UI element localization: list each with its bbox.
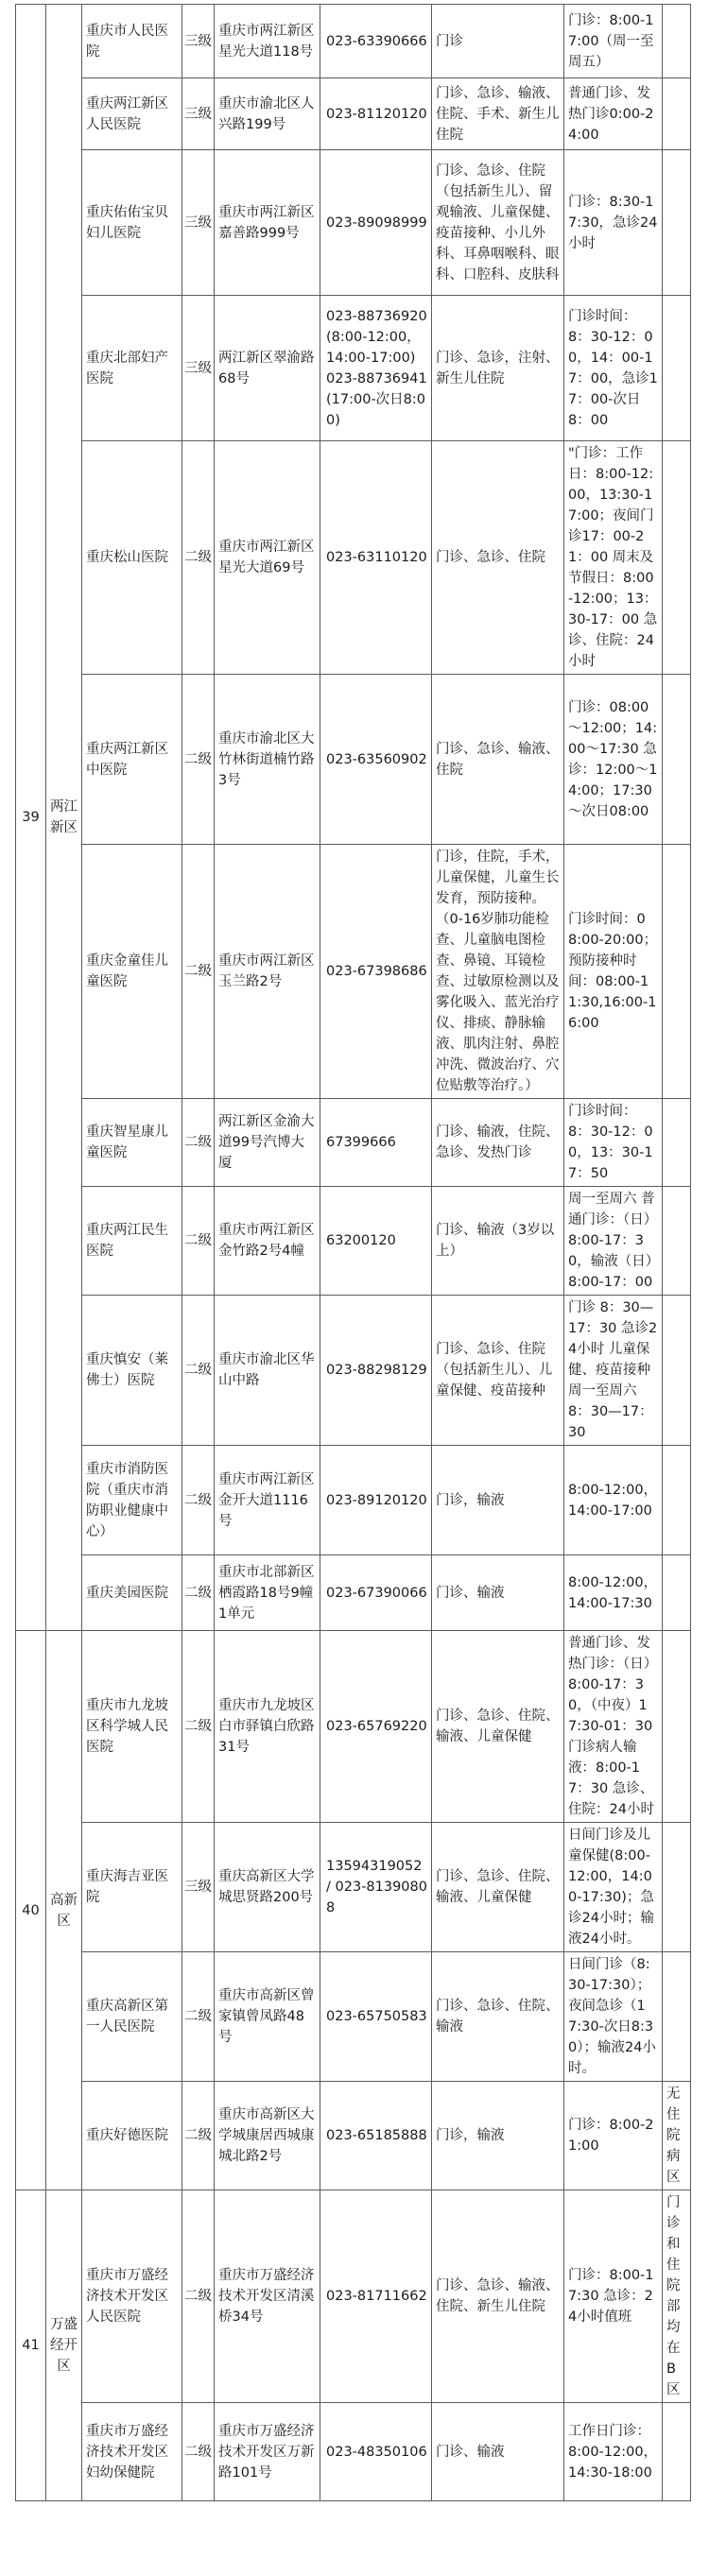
hospital-address: 重庆市九龙坡区白市驿镇白欣路31号 <box>215 1631 320 1823</box>
hospital-level: 二级 <box>182 441 215 675</box>
service-hours: 门诊时间：8：30-12：00，13：30-17：50 <box>564 1099 663 1187</box>
table-row <box>16 1952 691 2082</box>
hospital-address: 重庆市两江新区嘉善路999号 <box>215 150 320 296</box>
table-row <box>16 1296 691 1446</box>
service-hours: 日间门诊（8:30-17:30）；夜间急诊（17:30-次日8:30）；输液24小时。 <box>564 1952 663 2082</box>
hospital-address: 重庆市渝北区华山中路 <box>215 1296 320 1446</box>
hospital-name: 重庆两江民生医院 <box>82 1187 182 1296</box>
service-hours: 门诊：8:00-17:30 急诊：24小时值班 <box>564 2190 663 2403</box>
hospital-name: 重庆北部妇产医院 <box>82 296 182 441</box>
service-hours: 门诊时间：08:00-20:00；预防接种时间：08:00-11:30,16:00-16:00 <box>564 845 663 1099</box>
remark <box>663 150 691 296</box>
hospital-name: 重庆市消防医院（重庆市消防职业健康中心） <box>82 1446 182 1555</box>
hospital-level: 二级 <box>182 1446 215 1555</box>
service-hours: 周一至周六 普通门诊：（日）8:00-17：30，输液（日）8:00-17：00 <box>564 1187 663 1296</box>
district-name: 万盛经开区 <box>46 2190 82 2501</box>
hospital-table <box>15 4 691 2501</box>
hospital-phone: 67399666 <box>320 1099 432 1187</box>
hospital-services: 门诊、急诊、住院（包括新生儿）、儿童保健、疫苗接种 <box>432 1296 564 1446</box>
hospital-name: 重庆美园医院 <box>82 1555 182 1631</box>
table-row <box>16 845 691 1099</box>
hospital-services: 门诊、输液 <box>432 2403 564 2501</box>
hospital-name: 重庆两江新区人民医院 <box>82 78 182 150</box>
hospital-level: 二级 <box>182 1187 215 1296</box>
hospital-level: 二级 <box>182 845 215 1099</box>
hospital-name: 重庆市万盛经济技术开发区人民医院 <box>82 2190 182 2403</box>
hospital-name: 重庆慎安（莱佛士）医院 <box>82 1296 182 1446</box>
hospital-name: 重庆市万盛经济技术开发区妇幼保健院 <box>82 2403 182 2501</box>
hospital-address: 重庆市两江新区星光大道69号 <box>215 441 320 675</box>
hospital-address: 重庆市两江新区金开大道1116号 <box>215 1446 320 1555</box>
service-hours: 工作日门诊：8:00-12:00，14:30-18:00 <box>564 2403 663 2501</box>
remark <box>663 1446 691 1555</box>
hospital-address: 两江新区金渝大道99号汽博大厦 <box>215 1099 320 1187</box>
hospital-services: 门诊、急诊、住院、输液、儿童保健 <box>432 1823 564 1952</box>
hospital-address: 重庆市高新区曾家镇曾凤路48号 <box>215 1952 320 2082</box>
section-number: 41 <box>16 2190 46 2501</box>
hospital-phone: 023-65769220 <box>320 1631 432 1823</box>
hospital-level: 二级 <box>182 675 215 845</box>
table-row <box>16 5 691 78</box>
hospital-level: 二级 <box>182 1296 215 1446</box>
hospital-name: 重庆市人民医院 <box>82 5 182 78</box>
hospital-level: 二级 <box>182 1099 215 1187</box>
hospital-name: 重庆高新区第一人民医院 <box>82 1952 182 2082</box>
service-hours: 8:00-12:00，14:00-17:30 <box>564 1555 663 1631</box>
hospital-phone: 023-63390666 <box>320 5 432 78</box>
hospital-services: 门诊、输液，住院、急诊、发热门诊 <box>432 1099 564 1187</box>
table-body <box>16 5 691 2501</box>
hospital-services: 门诊、输液 <box>432 1555 564 1631</box>
hospital-address: 重庆高新区大学城思贤路200号 <box>215 1823 320 1952</box>
table-row <box>16 1187 691 1296</box>
remark: 无住院病区 <box>663 2082 691 2190</box>
hospital-services: 门诊、急诊、输液、住院 <box>432 675 564 845</box>
hospital-services: 门诊、急诊，注射、新生儿住院 <box>432 296 564 441</box>
section-number: 39 <box>16 5 46 1631</box>
remark <box>663 1631 691 1823</box>
hospital-address: 重庆市两江新区玉兰路2号 <box>215 845 320 1099</box>
remark <box>663 2403 691 2501</box>
table-row <box>16 1446 691 1555</box>
remark <box>663 296 691 441</box>
hospital-services: 门诊、输液（3岁以上） <box>432 1187 564 1296</box>
hospital-phone: 023-88736920(8:00-12:00，14:00-17:00) 023-88736941(17:00-次日8:00) <box>320 296 432 441</box>
table-row <box>16 2190 691 2403</box>
remark <box>663 1555 691 1631</box>
hospital-address: 重庆市万盛经济技术开发区清溪桥34号 <box>215 2190 320 2403</box>
hospital-phone: 023-88298129 <box>320 1296 432 1446</box>
hospital-level: 二级 <box>182 1555 215 1631</box>
hospital-phone: 023-48350106 <box>320 2403 432 2501</box>
hospital-services: 门诊 <box>432 5 564 78</box>
table-row <box>16 1823 691 1952</box>
hospital-name: 重庆市九龙坡区科学城人民医院 <box>82 1631 182 1823</box>
table-row <box>16 2082 691 2190</box>
service-hours: "门诊：工作日：8:00-12:00，13:30-17:00；夜间门诊17：00-21：00 周末及节假日：8:00-12:00；13：30-17：00 急诊、住院：24小时 <box>564 441 663 675</box>
remark <box>663 5 691 78</box>
section-number: 40 <box>16 1631 46 2190</box>
remark <box>663 1099 691 1187</box>
hospital-phone: 63200120 <box>320 1187 432 1296</box>
service-hours: 门诊：08:00～12:00；14:00～17:30 急诊：12:00～14:00；17:30～次日08:00 <box>564 675 663 845</box>
hospital-services: 门诊、急诊、住院 <box>432 441 564 675</box>
hospital-level: 三级 <box>182 1823 215 1952</box>
remark <box>663 1823 691 1952</box>
service-hours: 普通门诊、发热门诊0:00-24:00 <box>564 78 663 150</box>
hospital-level: 二级 <box>182 2190 215 2403</box>
table-row <box>16 2403 691 2501</box>
hospital-phone: 023-89098999 <box>320 150 432 296</box>
hospital-phone: 023-63110120 <box>320 441 432 675</box>
hospital-address: 重庆市两江新区星光大道118号 <box>215 5 320 78</box>
hospital-name: 重庆两江新区中医院 <box>82 675 182 845</box>
hospital-services: 门诊、急诊、输液、住院、新生儿住院 <box>432 2190 564 2403</box>
hospital-address: 重庆市万盛经济技术开发区万新路101号 <box>215 2403 320 2501</box>
hospital-phone: 13594319052 / 023-81390808 <box>320 1823 432 1952</box>
service-hours: 门诊：8:30-17:30，急诊24小时 <box>564 150 663 296</box>
hospital-address: 重庆市北部新区栖霞路18号9幢1单元 <box>215 1555 320 1631</box>
table-row <box>16 78 691 150</box>
hospital-name: 重庆智星康儿童医院 <box>82 1099 182 1187</box>
hospital-services: 门诊、急诊、住院、输液、儿童保健 <box>432 1631 564 1823</box>
hospital-services: 门诊，住院，手术，儿童保健，儿童生长发育，预防接种。（0-16岁肺功能检查、儿童脑电图检查、鼻镜、耳镜检查、过敏原检测以及雾化吸入、蓝光治疗仪、排痰、静脉输液、肌肉注射、鼻腔冲洗、微波治疗、穴位贴敷等治疗。） <box>432 845 564 1099</box>
remark <box>663 441 691 675</box>
hospital-services: 门诊、急诊、住院、输液 <box>432 1952 564 2082</box>
remark <box>663 1952 691 2082</box>
table-row <box>16 675 691 845</box>
hospital-level: 三级 <box>182 78 215 150</box>
hospital-services: 门诊，输液 <box>432 2082 564 2190</box>
hospital-level: 三级 <box>182 5 215 78</box>
hospital-name: 重庆金童佳儿童医院 <box>82 845 182 1099</box>
table-row <box>16 441 691 675</box>
hospital-phone: 023-67390066 <box>320 1555 432 1631</box>
hospital-level: 三级 <box>182 296 215 441</box>
remark <box>663 845 691 1099</box>
remark <box>663 1296 691 1446</box>
table-row <box>16 1555 691 1631</box>
hospital-phone: 023-89120120 <box>320 1446 432 1555</box>
hospital-level: 二级 <box>182 2082 215 2190</box>
remark <box>663 1187 691 1296</box>
district-name: 高新区 <box>46 1631 82 2190</box>
hospital-phone: 023-63560902 <box>320 675 432 845</box>
hospital-name: 重庆松山医院 <box>82 441 182 675</box>
remark <box>663 78 691 150</box>
hospital-address: 重庆市两江新区金竹路2号4幢 <box>215 1187 320 1296</box>
table-row <box>16 150 691 296</box>
hospital-phone: 023-65750583 <box>320 1952 432 2082</box>
hospital-services: 门诊、急诊、输液、住院、手术、新生儿住院 <box>432 78 564 150</box>
hospital-address: 重庆市渝北区大竹林街道楠竹路3号 <box>215 675 320 845</box>
district-name: 两江新区 <box>46 5 82 1631</box>
hospital-name: 重庆海吉亚医院 <box>82 1823 182 1952</box>
hospital-services: 门诊、急诊、住院（包括新生儿）、留观输液、儿童保健、疫苗接种、小儿外科、耳鼻咽喉科、眼科、口腔科、皮肤科 <box>432 150 564 296</box>
hospital-services: 门诊，输液 <box>432 1446 564 1555</box>
hospital-address: 重庆市高新区大学城康居西城康城北路2号 <box>215 2082 320 2190</box>
service-hours: 8:00-12:00，14:00-17:00 <box>564 1446 663 1555</box>
service-hours: 门诊时间：8：30-12：00，14：00-17：00，急诊17：00-次日8：00 <box>564 296 663 441</box>
table-row <box>16 1631 691 1823</box>
hospital-phone: 023-81711662 <box>320 2190 432 2403</box>
service-hours: 门诊：8:00-21:00 <box>564 2082 663 2190</box>
hospital-phone: 023-67398686 <box>320 845 432 1099</box>
service-hours: 普通门诊、发热门诊：（日）8:00-17：30，（中夜）17:30-01：30 门诊病人输液：8:00-17：30 急诊、住院：24小时 <box>564 1631 663 1823</box>
hospital-name: 重庆好德医院 <box>82 2082 182 2190</box>
remark: 门诊和住院部均在B区 <box>663 2190 691 2403</box>
hospital-address: 重庆市渝北区人兴路199号 <box>215 78 320 150</box>
service-hours: 门诊：8:00-17:00（周一至周五） <box>564 5 663 78</box>
hospital-phone: 023-65185888 <box>320 2082 432 2190</box>
service-hours: 门诊 8：30—17：30 急诊24小时 儿童保健、疫苗接种 周一至周六8：30—17：30 <box>564 1296 663 1446</box>
hospital-level: 二级 <box>182 1631 215 1823</box>
table-row <box>16 296 691 441</box>
hospital-phone: 023-81120120 <box>320 78 432 150</box>
hospital-name: 重庆佑佑宝贝妇儿医院 <box>82 150 182 296</box>
hospital-level: 二级 <box>182 2403 215 2501</box>
remark <box>663 675 691 845</box>
table-row <box>16 1099 691 1187</box>
hospital-level: 二级 <box>182 1952 215 2082</box>
service-hours: 日间门诊及儿童保健(8:00-12:00，14:00-17:30)；急诊24小时；输液24小时。 <box>564 1823 663 1952</box>
hospital-level: 三级 <box>182 150 215 296</box>
hospital-address: 两江新区翠渝路68号 <box>215 296 320 441</box>
